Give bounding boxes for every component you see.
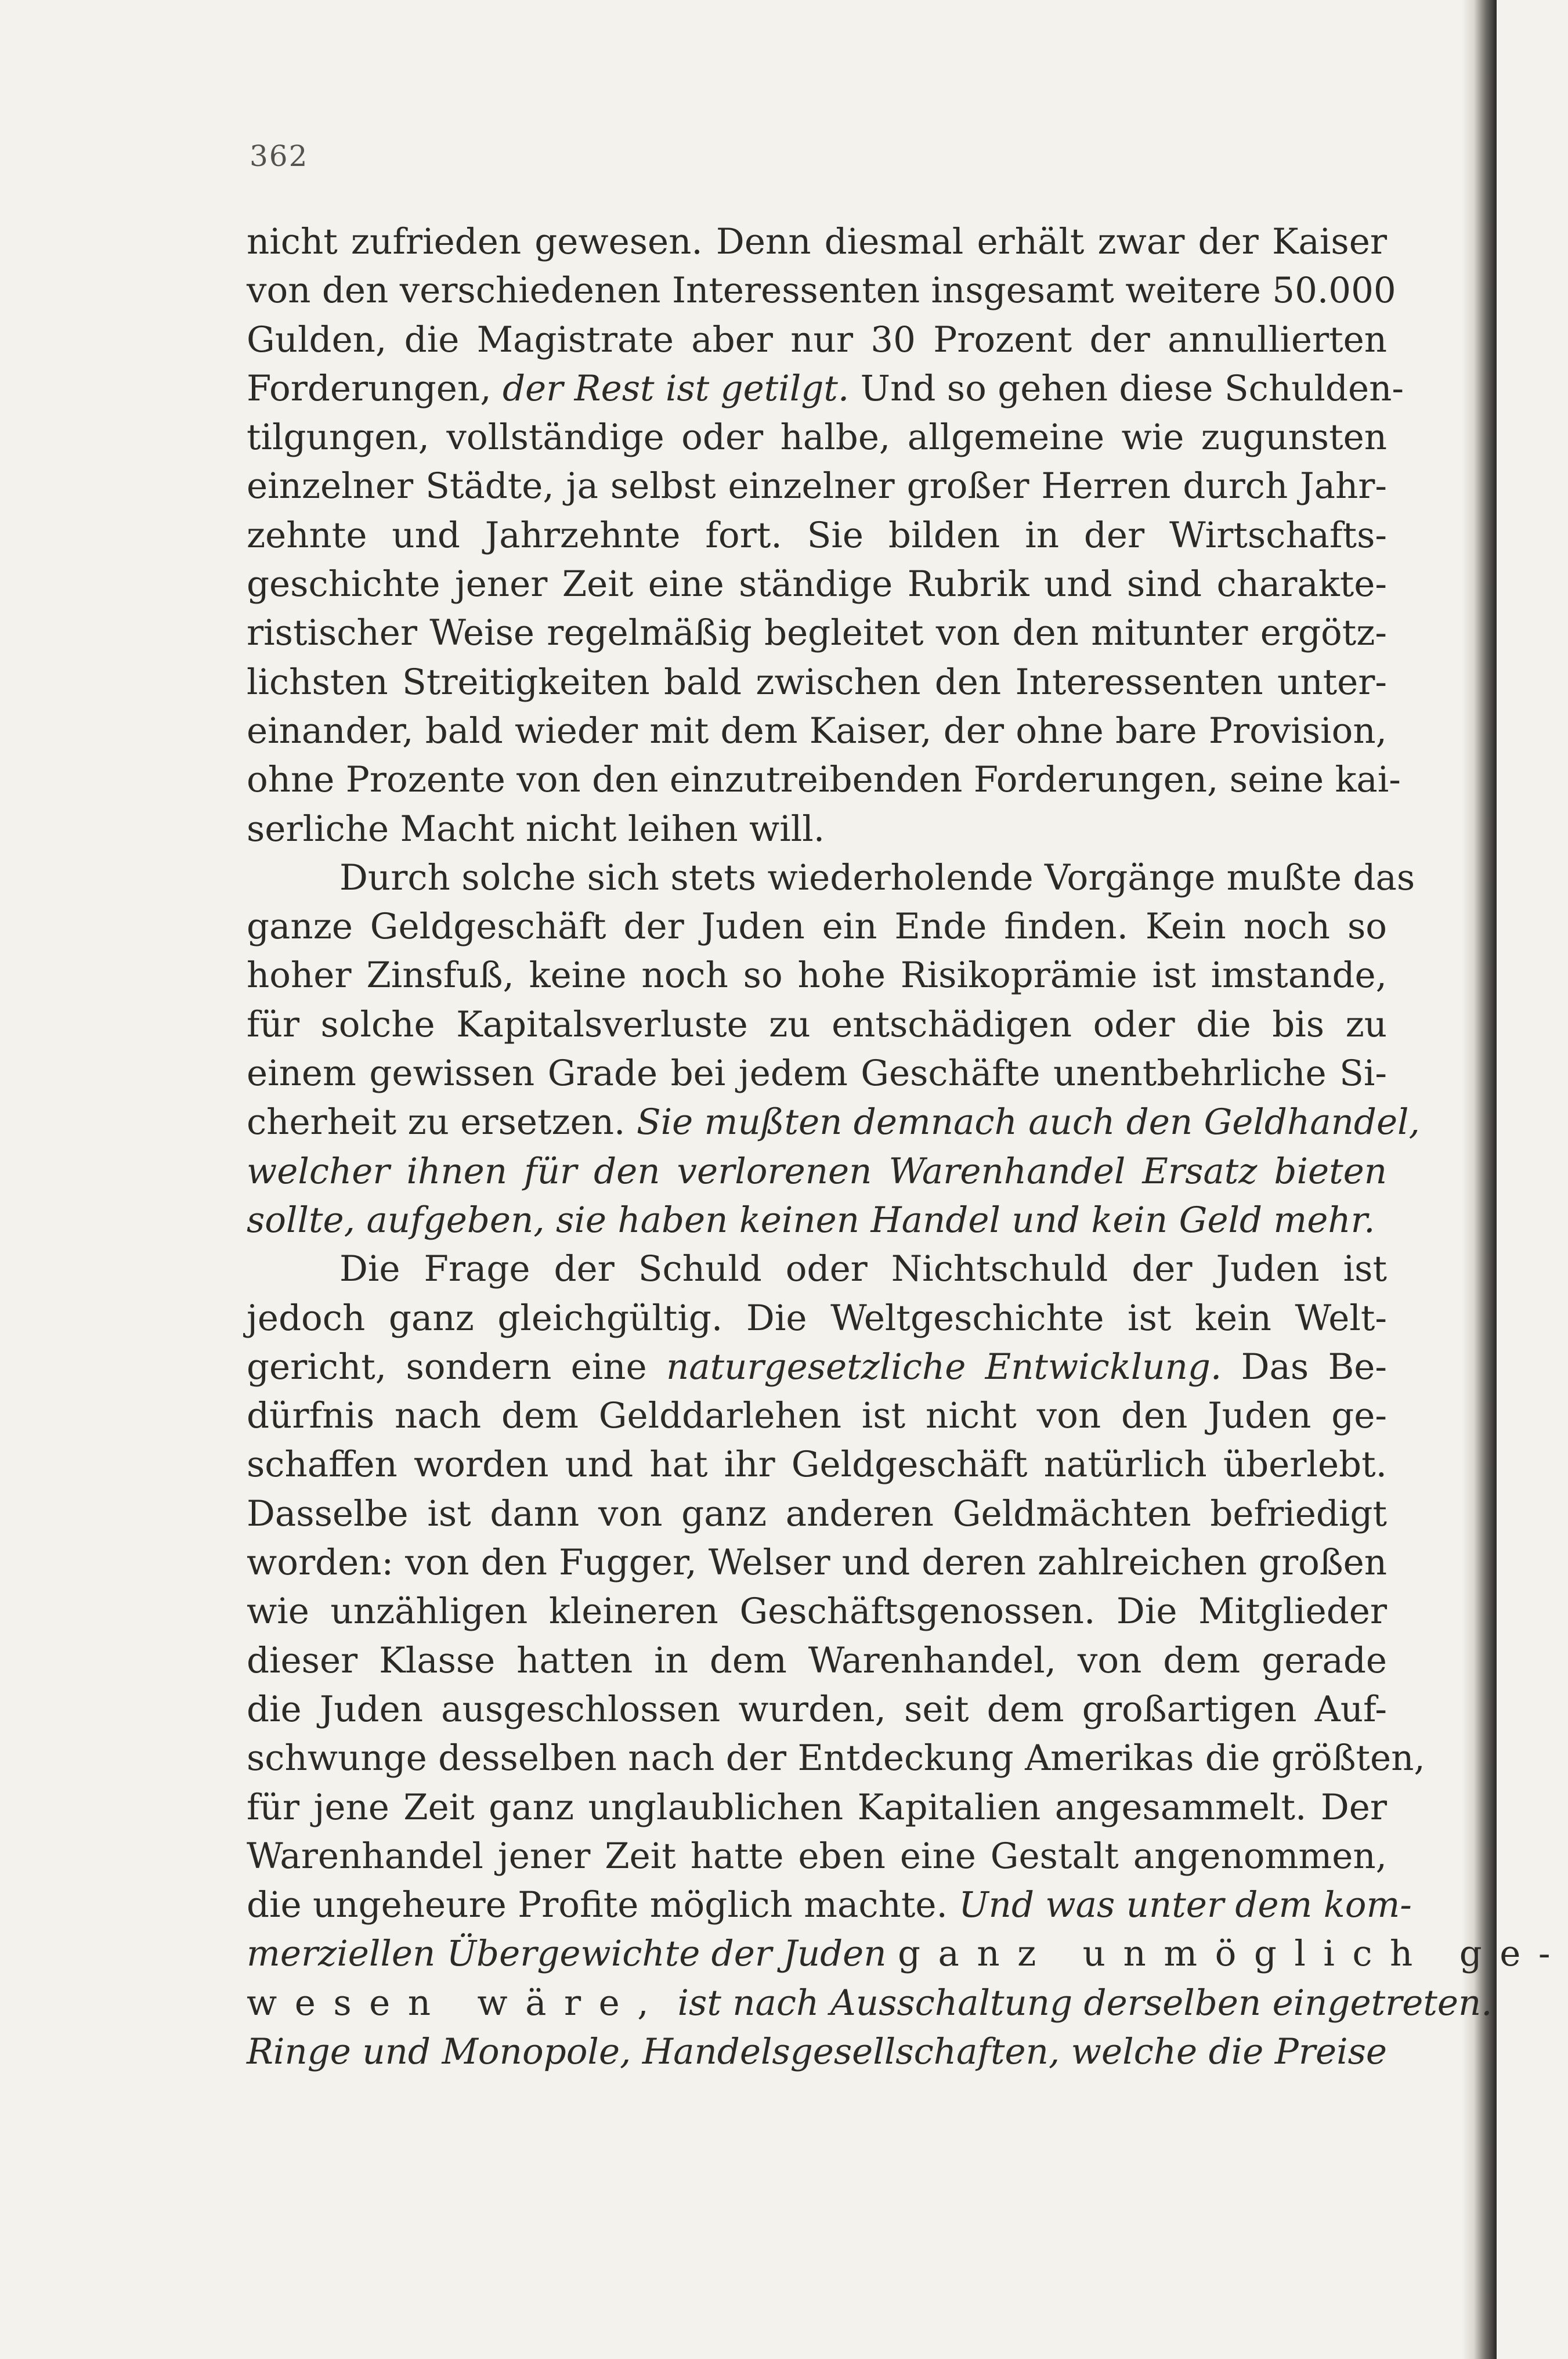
text-segment: ristischer Weise regelmäßig begleitet von den mitunter ergötz-	[247, 612, 1387, 654]
text-line	[247, 1930, 1568, 1978]
text-line	[247, 1783, 1387, 1832]
text-line	[247, 658, 1387, 707]
text-line	[247, 1538, 1387, 1587]
text-segment: tilgungen, vollständige oder halbe, allgemeine wie zugunsten	[247, 417, 1387, 458]
text-segment: cherheit zu ersetzen.	[247, 1101, 637, 1143]
text-segment: ganze Geldgeschäft der Juden ein Ende finden. Kein noch so	[247, 906, 1387, 948]
text-segment: von den verschiedenen Interessenten insgesamt weitere 50.000	[247, 270, 1396, 312]
text-line	[247, 1049, 1387, 1098]
italic-text: der Rest ist getilgt.	[502, 367, 850, 409]
text-line	[247, 1294, 1387, 1343]
text-segment: worden: von den Fugger, Welser und deren zahlreichen großen	[247, 1542, 1387, 1584]
text-line	[247, 854, 1415, 902]
text-segment: dürfnis nach dem Gelddarlehen ist nicht von den Juden ge-	[247, 1395, 1387, 1437]
text-segment: die ungeheure Profite möglich machte.	[247, 1884, 959, 1926]
text-segment: Warenhandel jener Zeit hatte eben eine Gestalt angenommen,	[247, 1835, 1387, 1877]
text-segment	[666, 1982, 677, 2024]
text-segment: einzelner Städte, ja selbst einzelner großer Herren durch Jahr-	[247, 465, 1387, 507]
text-segment	[887, 1933, 898, 1974]
text-line	[247, 1098, 1420, 1147]
text-line	[247, 266, 1396, 315]
text-segment: geschichte jener Zeit eine ständige Rubrik und sind charakte-	[247, 563, 1387, 605]
text-line	[247, 1000, 1387, 1049]
text-segment: nicht zufrieden gewesen. Denn diesmal erhält zwar der Kaiser	[247, 221, 1387, 262]
text-line	[247, 364, 1404, 413]
text-line	[247, 1147, 1387, 1196]
text-line	[247, 1343, 1387, 1392]
italic-text: Ringe und Monopole, Handelsgesellschaften, welche die Preise	[247, 2031, 1387, 2072]
text-segment: hoher Zinsfuß, keine noch so hohe Risikoprämie ist imstande,	[247, 955, 1387, 996]
text-line	[247, 805, 1387, 854]
spaced-text: ganz unmöglich ge-	[897, 1933, 1568, 1975]
text-segment: Das Be-	[1222, 1346, 1387, 1388]
text-line	[247, 707, 1387, 756]
text-segment: die Juden ausgeschlossen wurden, seit dem großartigen Auf-	[247, 1688, 1387, 1730]
text-segment: für jene Zeit ganz unglaublichen Kapitalien angesammelt. Der	[247, 1786, 1387, 1828]
text-segment: gericht, sondern eine	[247, 1346, 666, 1388]
text-segment: lichsten Streitigkeiten bald zwischen den Interessenten unter-	[247, 661, 1387, 703]
italic-text: sollte, aufgeben, sie haben keinen Handel und kein Geld mehr.	[247, 1199, 1375, 1241]
text-segment: jedoch ganz gleichgültig. Die Weltgeschichte ist kein Welt-	[247, 1297, 1387, 1339]
text-line	[247, 1881, 1412, 1930]
text-line	[247, 951, 1387, 1000]
text-segment: wie unzähligen kleineren Geschäftsgenossen. Die Mitglieder	[247, 1591, 1387, 1632]
text-segment: serliche Macht nicht leihen will.	[247, 808, 825, 850]
text-line	[247, 218, 1387, 266]
text-segment: Forderungen,	[247, 367, 503, 409]
text-segment: dieser Klasse hatten in dem Warenhandel, von dem gerade	[247, 1639, 1387, 1681]
italic-text: merziellen Übergewichte der Juden	[247, 1933, 887, 1975]
text-line	[247, 1245, 1387, 1294]
text-segment: Und so gehen diese Schulden-	[849, 367, 1404, 409]
text-line	[247, 1637, 1387, 1685]
text-segment: Die Frage der Schuld oder Nichtschuld der Juden ist	[339, 1248, 1387, 1290]
italic-text: ist nach Ausschaltung derselben eingetreten.	[677, 1982, 1493, 2024]
italic-text: naturgesetzliche Entwicklung.	[666, 1346, 1222, 1388]
text-line	[247, 1979, 1493, 2028]
text-line	[247, 1832, 1387, 1881]
text-line	[247, 1490, 1387, 1538]
body-text	[247, 218, 1568, 2076]
text-line	[247, 316, 1387, 364]
text-segment: Dasselbe ist dann von ganz anderen Geldmächten befriedigt	[247, 1493, 1387, 1534]
text-segment: schaffen worden und hat ihr Geldgeschäft natürlich überlebt.	[247, 1444, 1387, 1486]
text-segment: einem gewissen Grade bei jedem Geschäfte unentbehrliche Si-	[247, 1053, 1387, 1094]
text-line	[247, 511, 1387, 560]
text-line	[247, 756, 1401, 804]
text-line	[247, 1196, 1387, 1245]
text-line	[247, 1685, 1387, 1734]
text-line	[247, 413, 1387, 462]
text-line	[247, 2028, 1387, 2076]
text-segment: zehnte und Jahrzehnte fort. Sie bilden in der Wirtschafts-	[247, 514, 1387, 556]
italic-text: Sie mußten demnach auch den Geldhandel,	[636, 1101, 1420, 1143]
italic-text: welcher ihnen für den verlorenen Warenhandel Ersatz bieten	[247, 1150, 1387, 1192]
text-line	[247, 609, 1387, 658]
text-segment: schwunge desselben nach der Entdeckung Amerikas die größten,	[247, 1737, 1425, 1779]
page-number: 362	[250, 139, 309, 173]
text-segment: einander, bald wieder mit dem Kaiser, der ohne bare Provision,	[247, 710, 1387, 752]
italic-text: Und was unter dem kom-	[959, 1884, 1412, 1926]
text-segment: ohne Prozente von den einzutreibenden Forderungen, seine kai-	[247, 759, 1401, 801]
text-segment: Gulden, die Magistrate aber nur 30 Prozent der annullierten	[247, 319, 1387, 360]
text-line	[247, 1734, 1425, 1783]
text-line	[247, 902, 1387, 951]
text-line	[247, 1587, 1387, 1636]
text-line	[247, 462, 1387, 511]
text-segment: für solche Kapitalsverluste zu entschädigen oder die bis zu	[247, 1003, 1387, 1045]
text-line	[247, 1440, 1387, 1489]
spaced-text: wesen wäre,	[247, 1982, 667, 2024]
text-line	[247, 1392, 1387, 1440]
text-segment: Durch solche sich stets wiederholende Vorgänge mußte das	[339, 857, 1415, 898]
text-line	[247, 560, 1387, 609]
